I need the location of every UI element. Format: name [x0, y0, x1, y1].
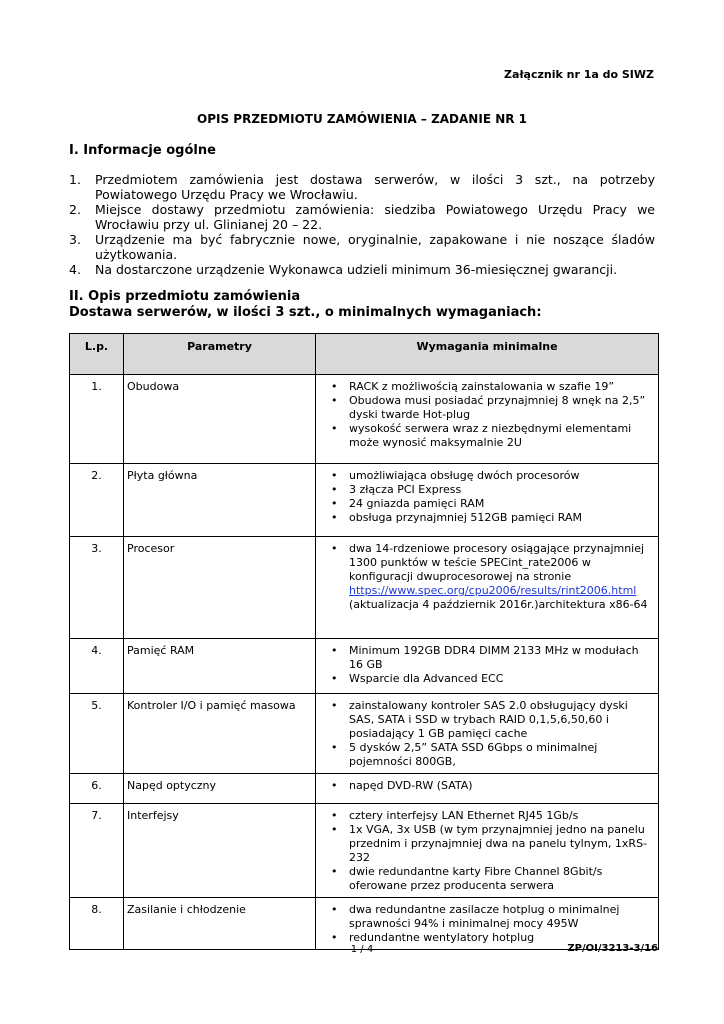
table-header-row: [70, 334, 659, 375]
row-requirements: [316, 537, 659, 639]
table-row: [70, 804, 659, 898]
row-requirements: [316, 375, 659, 464]
list-item: 2. Miejsce dostawy przedmiotu zamówienia: siedziba Powiatowego Urzędu Pracy we Wrocławiu przy ul. Glinianej 20 – 22.: [69, 202, 655, 233]
row-number: 7.: [70, 804, 124, 898]
table-row: [70, 774, 659, 804]
row-requirements: [316, 804, 659, 898]
section-heading-general: I. Informacje ogólne: [69, 143, 216, 158]
table-row: [70, 537, 659, 639]
table-row: [70, 464, 659, 537]
requirement-item: • 1x VGA, 3x USB (w tym przynajmniej jedno na panelu przednim i przynajmniej dwa na panelu tylnym, 1xRS-232: [319, 823, 655, 865]
list-item: 3. Urządzenie ma być fabrycznie nowe, oryginalnie, zapakowane i nie noszące śladów użytkowania.: [69, 232, 655, 263]
row-parameter: Obudowa: [124, 375, 316, 464]
row-parameter: Pamięć RAM: [124, 639, 316, 694]
row-number: 1.: [70, 375, 124, 464]
header-lp: L.p.: [70, 334, 124, 375]
requirement-item: • umożliwiająca obsługę dwóch procesorów: [319, 469, 655, 483]
list-item: 1. Przedmiotem zamówienia jest dostawa serwerów, w ilości 3 szt., na potrzeby Powiatowego Urzędu Pracy we Wrocławiu.: [69, 172, 655, 203]
requirement-item: • 24 gniazda pamięci RAM: [319, 497, 655, 511]
requirement-item: • 3 złącza PCI Express: [319, 483, 655, 497]
requirement-item: • Wsparcie dla Advanced ECC: [319, 672, 655, 686]
requirement-item: • cztery interfejsy LAN Ethernet RJ45 1Gb/s: [319, 809, 655, 823]
row-number: 8.: [70, 898, 124, 950]
requirement-item: • dwa 14-rdzeniowe procesory osiągające przynajmniej 1300 punktów w teście SPECint_rate2006 w konfiguracji dwuprocesorowej na stronie https://www.spec.org/cpu2006/results/rint2006.html (aktualizacja 4 październik 2016r.)architektura x86-64: [319, 542, 655, 612]
section-heading-description: [69, 289, 542, 321]
row-parameter: Procesor: [124, 537, 316, 639]
table-row: [70, 898, 659, 950]
requirement-item: • Obudowa musi posiadać przynajmniej 8 wnęk na 2,5” dyski twarde Hot-plug: [319, 394, 655, 422]
row-parameter: Napęd optyczny: [124, 774, 316, 804]
header-parameters: Parametry: [124, 334, 316, 375]
requirement-item: • dwie redundantne karty Fibre Channel 8Gbit/s oferowane przez producenta serwera: [319, 865, 655, 893]
section-subtitle: Dostawa serwerów, w ilości 3 szt., o minimalnych wymaganiach:: [69, 305, 542, 320]
requirements-table: [69, 333, 659, 950]
row-parameter: Płyta główna: [124, 464, 316, 537]
spec-results-link[interactable]: https://www.spec.org/cpu2006/results/rint2006.html: [349, 584, 637, 597]
row-number: 4.: [70, 639, 124, 694]
row-requirements: [316, 694, 659, 774]
reference-number: ZP/OI/3213-3/16: [567, 943, 658, 954]
row-parameter: Zasilanie i chłodzenie: [124, 898, 316, 950]
requirement-item: • wysokość serwera wraz z niezbędnymi elementami może wynosić maksymalnie 2U: [319, 422, 655, 450]
row-requirements: [316, 639, 659, 694]
row-parameter: Kontroler I/O i pamięć masowa: [124, 694, 316, 774]
table-row: [70, 375, 659, 464]
row-requirements: [316, 774, 659, 804]
requirement-item: • Minimum 192GB DDR4 DIMM 2133 MHz w modułach 16 GB: [319, 644, 655, 672]
table-row: [70, 639, 659, 694]
row-requirements: [316, 898, 659, 950]
table-row: [70, 694, 659, 774]
requirement-item: • zainstalowany kontroler SAS 2.0 obsługujący dyski SAS, SATA i SSD w trybach RAID 0,1,5,6,50,60 i posiadający 1 GB pamięci cache: [319, 699, 655, 741]
requirement-item: • 5 dysków 2,5” SATA SSD 6Gbps o minimalnej pojemności 800GB,: [319, 741, 655, 769]
requirement-item: • RACK z możliwością zainstalowania w szafie 19”: [319, 380, 655, 394]
row-number: 5.: [70, 694, 124, 774]
requirement-item: • redundantne wentylatory hotplug: [319, 931, 655, 945]
row-requirements: [316, 464, 659, 537]
requirement-item: • napęd DVD-RW (SATA): [319, 779, 655, 793]
page-number: 1 / 4: [350, 944, 374, 955]
requirement-item: • dwa redundantne zasilacze hotplug o minimalnej sprawności 94% i minimalnej mocy 495W: [319, 903, 655, 931]
row-parameter: Interfejsy: [124, 804, 316, 898]
row-number: 6.: [70, 774, 124, 804]
list-item: 4. Na dostarczone urządzenie Wykonawca udzieli minimum 36-miesięcznej gwarancji.: [69, 262, 618, 277]
section-title: II. Opis przedmiotu zamówienia: [69, 289, 301, 304]
document-title: OPIS PRZEDMIOTU ZAMÓWIENIA – ZADANIE NR 1: [197, 112, 527, 126]
requirement-item: • obsługa przynajmniej 512GB pamięci RAM: [319, 511, 655, 525]
general-info-list: [69, 172, 655, 277]
row-number: 2.: [70, 464, 124, 537]
header-requirements: Wymagania minimalne: [316, 334, 659, 375]
attachment-label: Załącznik nr 1a do SIWZ: [504, 68, 654, 81]
row-number: 3.: [70, 537, 124, 639]
